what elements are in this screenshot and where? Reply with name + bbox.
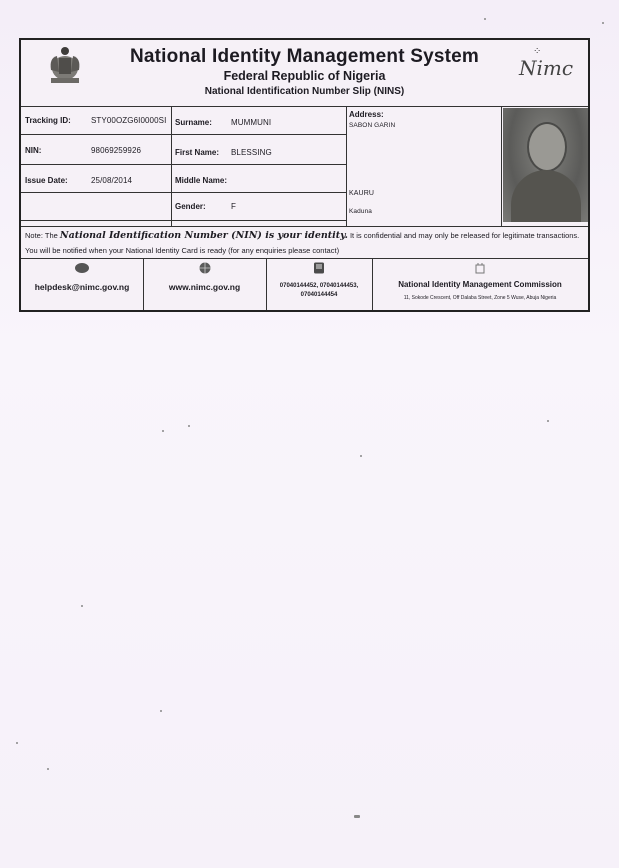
globe-icon — [197, 262, 213, 274]
scan-speck — [47, 768, 49, 770]
surname-label: Surname: — [175, 118, 212, 127]
scan-speck — [16, 742, 18, 744]
contact-footer — [21, 258, 588, 310]
tracking-id-label: Tracking ID: — [25, 116, 71, 125]
confidentiality-note — [25, 230, 585, 241]
website-link[interactable]: www.nimc.gov.ng — [168, 282, 241, 292]
slip-name: National Identification Number Slip (NINS) — [204, 86, 405, 97]
note-suffix: It is confidential and may only be released for legitimate transactions. — [347, 231, 580, 240]
gender-label: Gender: — [175, 202, 206, 211]
issue-date-value: 25/08/2014 — [91, 176, 133, 185]
first-name-value: BLESSING — [231, 148, 272, 157]
issue-date-label: Issue Date: — [25, 176, 68, 185]
scan-speck — [602, 22, 604, 24]
address-label: Address: — [349, 110, 384, 119]
middle-name-label: Middle Name: — [175, 176, 228, 185]
note-prefix: Note: The — [25, 231, 60, 240]
phone-line-2: 07040144454 — [300, 292, 338, 298]
scan-speck — [484, 18, 486, 20]
phone-cell — [266, 258, 372, 310]
commission-cell — [372, 258, 588, 310]
phone-line-1: 07040144452, 07040144453, — [279, 283, 359, 289]
address-lga: KAURU — [349, 190, 375, 197]
country-subtitle: Federal Republic of Nigeria — [223, 69, 386, 83]
scan-speck — [547, 420, 549, 422]
nin-value: 98069259926 — [91, 146, 142, 155]
notification-note: You will be notified when your National Identity Card is ready (for any enquiries please contact) — [25, 246, 340, 255]
holder-photo — [503, 108, 588, 222]
address-state: Kaduna — [349, 208, 373, 215]
commission-name: National Identity Management Commission — [398, 280, 562, 289]
scan-speck — [162, 430, 164, 432]
nin-slip — [19, 38, 590, 312]
slip-header — [21, 40, 588, 107]
nin-label: NIN: — [25, 146, 42, 155]
commission-address: 11, Sokode Crescent, Off Dalaba Street, Zone 5 Wuse, Abuja Nigeria — [403, 295, 557, 301]
scan-speck — [188, 425, 190, 427]
address-line: SABON GARIN — [349, 122, 396, 129]
scan-speck — [81, 605, 83, 607]
email-icon — [74, 262, 90, 274]
system-title: National Identity Management System — [129, 46, 480, 67]
nimc-logo-mark-icon: ⁘ — [533, 46, 542, 57]
note-emphasis: National Identification Number (NIN) is your identity. — [59, 230, 348, 241]
email-cell — [21, 258, 143, 310]
phone-icon — [311, 262, 327, 274]
tracking-id-value: STY00OZG6I0000SI — [91, 116, 167, 125]
scan-speck — [354, 815, 360, 818]
scan-speck — [360, 455, 362, 457]
gender-value: F — [231, 202, 236, 211]
helpdesk-email[interactable]: helpdesk@nimc.gov.ng — [34, 282, 130, 292]
first-name-label: First Name: — [175, 148, 220, 157]
phone-numbers — [266, 282, 372, 300]
surname-value: MUMMUNI — [231, 118, 272, 127]
building-icon — [472, 262, 488, 274]
scan-speck — [160, 710, 162, 712]
website-cell — [143, 258, 266, 310]
nimc-logo: Nimc — [519, 56, 574, 80]
